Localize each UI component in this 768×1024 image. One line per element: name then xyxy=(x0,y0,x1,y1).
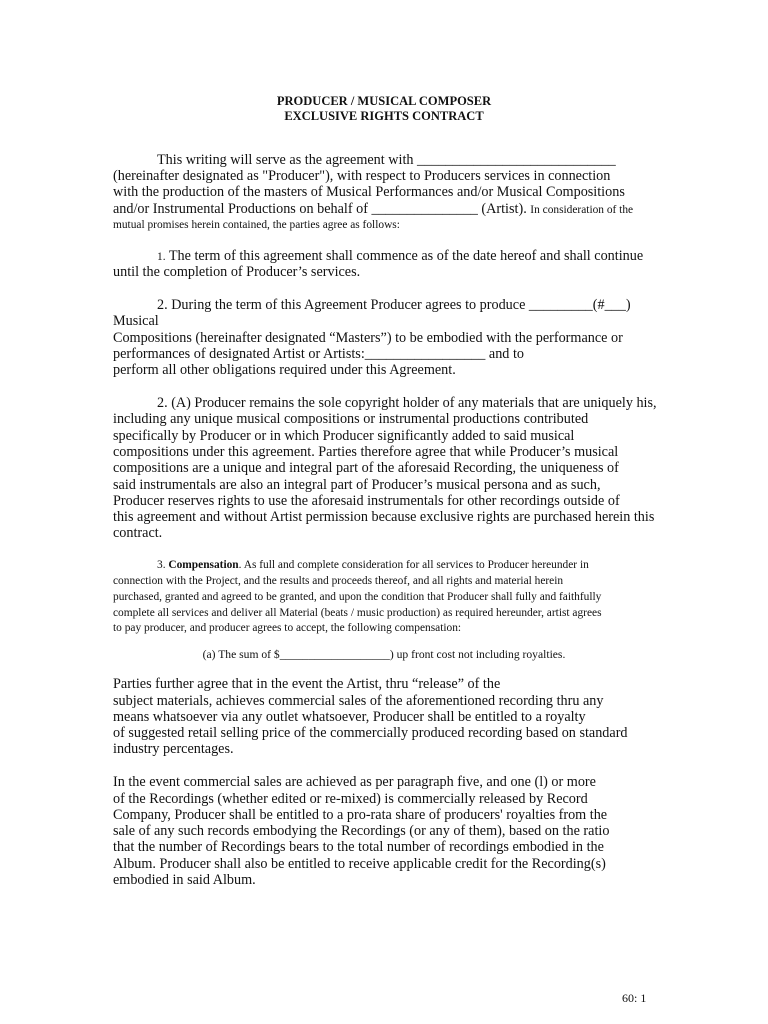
clause-2a-line: this agreement and without Artist permission because exclusive rights are purchased herein this xyxy=(113,509,655,525)
commercial-sales-line: that the number of Recordings bears to the total number of recordings embodied in the xyxy=(113,839,604,855)
royalty-line: of suggested retail selling price of the commercially produced recording based on standard xyxy=(113,725,628,741)
clause-2a-line: compositions under this agreement. Parties therefore agree that while Producer’s musical xyxy=(113,444,619,460)
clause-2a-line: specifically by Producer or in which Producer significantly added to said musical xyxy=(113,428,575,444)
clause-3-line: complete all services and deliver all Material (beats / music production) as required hereunder, artist agrees xyxy=(113,607,602,619)
clause-1-line xyxy=(157,248,643,265)
clause-3-line: to pay producer, and producer agrees to accept, the following compensation: xyxy=(113,622,462,634)
royalty-line: subject materials, achieves commercial sales of the aforementioned recording thru any xyxy=(113,693,604,709)
clause-number: 1. xyxy=(157,251,166,263)
clause-3-line: connection with the Project, and the results and proceeds thereof, and all rights and material herein xyxy=(113,575,564,587)
commercial-sales-line: Company, Producer shall be entitled to a pro-rata share of producers' royalties from the xyxy=(113,807,608,823)
clause-2-line: performances of designated Artist or Artists:_________________ and to xyxy=(113,346,524,362)
intro-line: (hereinafter designated as "Producer"), with respect to Producers services in connection xyxy=(113,168,611,184)
intro-text: and/or Instrumental Productions on behalf of _______________ (Artist). xyxy=(113,201,527,217)
clause-3-line xyxy=(157,557,589,573)
clause-2a-line: Producer reserves rights to use the aforesaid instrumentals for other recordings outside of xyxy=(113,493,620,509)
clause-1-line: until the completion of Producer’s services. xyxy=(113,264,361,280)
intro-line: with the production of the masters of Musical Performances and/or Musical Compositions xyxy=(113,184,625,200)
commercial-sales-line: In the event commercial sales are achieved as per paragraph five, and one (l) or more xyxy=(113,774,596,790)
document-subtitle: EXCLUSIVE RIGHTS CONTRACT xyxy=(284,109,484,123)
commercial-sales-line: embodied in said Album. xyxy=(113,872,256,888)
clause-2-line: Compositions (hereinafter designated “Masters”) to be embodied with the performance or xyxy=(113,330,623,346)
clause-3-line: purchased, granted and agreed to be granted, and upon the condition that Producer shall fully and faithfully xyxy=(113,591,602,603)
compensation-sum-line: (a) The sum of $___________________) up front cost not including royalties. xyxy=(202,648,566,661)
intro-line: This writing will serve as the agreement with ____________________________ xyxy=(157,152,616,168)
intro-line: mutual promises herein contained, the parties agree as follows: xyxy=(113,219,400,231)
clause-2a-line: contract. xyxy=(113,525,163,541)
clause-number: 3. xyxy=(157,559,169,571)
clause-2a-line: said instrumentals are also an integral part of Producer’s musical persona and as such, xyxy=(113,477,601,493)
document-title: PRODUCER / MUSICAL COMPOSER xyxy=(276,94,492,108)
clause-2-line: Musical xyxy=(113,313,159,329)
clause-text: . As full and complete consideration for all services to Producer hereunder in xyxy=(238,559,589,571)
intro-text-small: In consideration of the xyxy=(530,204,634,216)
page-footer: 60: 1 xyxy=(622,991,647,1005)
clause-2a-line: compositions are a unique and integral part of the aforesaid Recording, the uniqueness of xyxy=(113,460,619,476)
compensation-heading: Compensation xyxy=(168,559,239,571)
clause-2-line: perform all other obligations required under this Agreement. xyxy=(113,362,456,378)
clause-2a-line: 2. (A) Producer remains the sole copyright holder of any materials that are uniquely his, xyxy=(157,395,657,411)
royalty-line: industry percentages. xyxy=(113,741,234,757)
intro-line xyxy=(113,201,633,218)
commercial-sales-line: Album. Producer shall also be entitled to receive applicable credit for the Recording(s) xyxy=(113,856,606,872)
royalty-line: Parties further agree that in the event the Artist, thru “release” of the xyxy=(113,676,501,692)
clause-2-line: 2. During the term of this Agreement Producer agrees to produce _________(#___) xyxy=(157,297,631,313)
commercial-sales-line: of the Recordings (whether edited or re-mixed) is commercially released by Record xyxy=(113,791,588,807)
royalty-line: means whatsoever via any outlet whatsoever, Producer shall be entitled to a royalty xyxy=(113,709,586,725)
commercial-sales-line: sale of any such records embodying the Recordings (or any of them), based on the ratio xyxy=(113,823,610,839)
clause-text: The term of this agreement shall commence as of the date hereof and shall continue xyxy=(165,248,644,264)
clause-2a-line: including any unique musical compositions or instrumental productions contributed xyxy=(113,411,589,427)
